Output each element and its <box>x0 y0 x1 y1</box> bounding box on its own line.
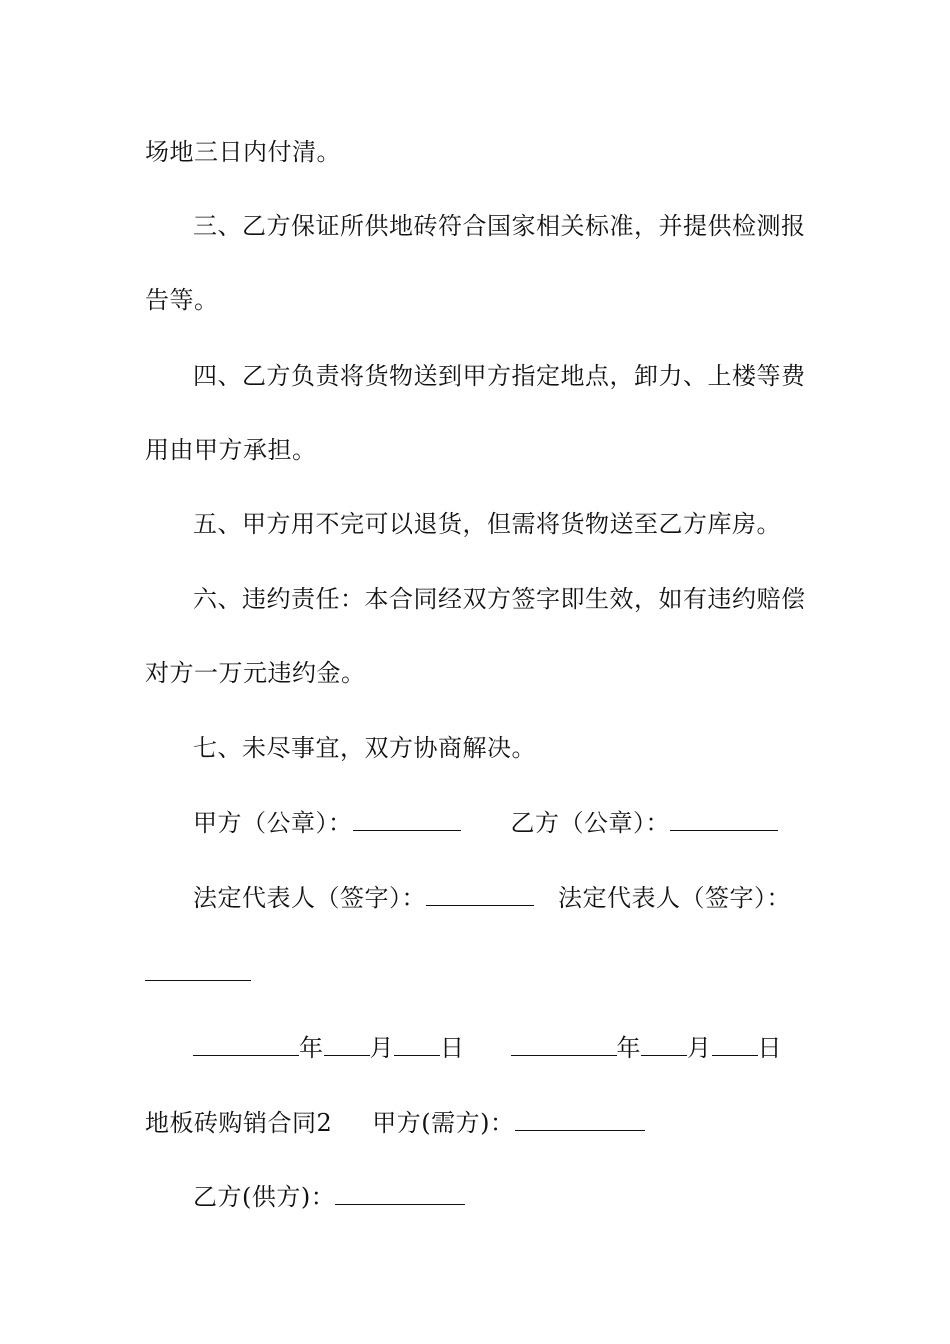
seller-label: 乙方(供方)： <box>193 1183 336 1211</box>
buyer-blank <box>515 1108 645 1131</box>
party-a-seal-label: 甲方（公章）： <box>193 809 353 837</box>
date-a-day: 日 <box>440 1034 465 1062</box>
rep-b-blank-row <box>145 958 251 988</box>
date-b-year-blank <box>511 1033 617 1056</box>
party-b-seal-blank <box>670 808 778 831</box>
party-a-seal-blank <box>353 808 461 831</box>
party-b-seal-label: 乙方（公章）： <box>510 809 670 837</box>
seller-row <box>193 1182 465 1212</box>
date-b-month-blank <box>641 1033 687 1056</box>
representative-row <box>193 883 791 913</box>
clause-6-line-1: 六、违约责任：本合同经双方签字即生效，如有违约赔偿 <box>193 585 806 613</box>
clause-5: 五、甲方用不完可以退货，但需将货物送至乙方库房。 <box>193 510 781 538</box>
date-b-month: 月 <box>687 1034 712 1062</box>
date-a-year-blank <box>193 1033 299 1056</box>
date-a-year: 年 <box>299 1034 324 1062</box>
date-b-year: 年 <box>616 1034 641 1062</box>
rep-b-label: 法定代表人（签字）： <box>558 884 791 912</box>
clause-3-line-1: 三、乙方保证所供地砖符合国家相关标准，并提供检测报 <box>193 212 806 240</box>
clause-3-line-2: 告等。 <box>145 286 219 314</box>
date-b-day: 日 <box>757 1034 782 1062</box>
date-row <box>193 1033 782 1063</box>
clause-4-line-2: 用由甲方承担。 <box>145 436 317 464</box>
clause-4-line-1: 四、乙方负责将货物送到甲方指定地点，卸力、上楼等费 <box>193 362 806 390</box>
seller-blank <box>335 1182 465 1205</box>
clause-6-line-2: 对方一万元违约金。 <box>145 659 366 687</box>
rep-b-blank <box>145 958 251 981</box>
date-a-month-blank <box>324 1033 370 1056</box>
date-a-month: 月 <box>369 1034 394 1062</box>
rep-a-blank <box>426 883 534 906</box>
seal-row <box>193 808 778 838</box>
contract-2-title: 地板砖购销合同2 <box>145 1109 333 1137</box>
rep-a-label: 法定代表人（签字）： <box>193 884 426 912</box>
date-b-day-blank <box>712 1033 758 1056</box>
date-a-day-blank <box>394 1033 440 1056</box>
buyer-label: 甲方(需方)： <box>372 1109 515 1137</box>
contract-2-header-row <box>145 1108 645 1138</box>
clause-7: 七、未尽事宜，双方协商解决。 <box>193 734 536 762</box>
paragraph-continuation: 场地三日内付清。 <box>145 138 341 166</box>
